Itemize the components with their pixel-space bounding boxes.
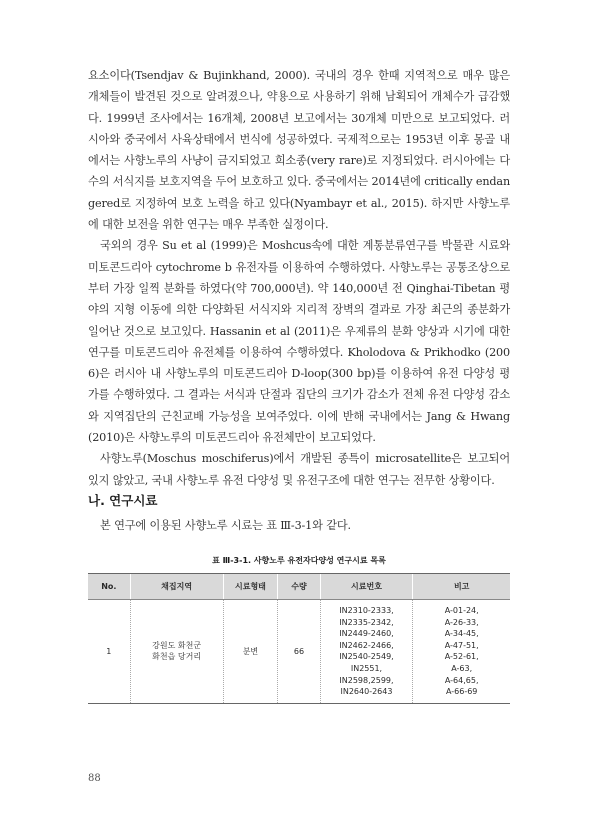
cell-sample-ids: IN2310-2333, IN2335-2342, IN2449-2460, IN2462-2466, IN2540-2549, IN2551, IN2598,2599, IN2640-2643 — [320, 600, 413, 704]
table-row — [88, 600, 510, 704]
paragraph-3: 사향노루(Moschus moschiferus)에서 개발된 종특이 microsatellite은 보고되어 있지 않았고, 국내 사향노루 유전 다양성 및 유전구조에 대한 연구는 전무한 상황이다. — [88, 452, 510, 487]
header-count: 수량 — [278, 574, 320, 600]
paragraph-1: 요소이다(Tsendjav & Bujinkhand, 2000). 국내의 경우 한때 지역적으로 매우 많은 개체들이 발견된 것으로 알려졌으나, 약용으로 사용하기 위해 남획되어 개체수가 급감했다. 1999년 조사에서는 16개체, 2008년 보고에서는 30개체 미만으로 보고되었다. 러시아와 중국에서 사육상태에서 번식에 성공하였다. 국제적으로는 1953년 이후 몽골 내에서는 사향노루의 사냥이 금지되었고 희소종(very rare)로 지정되었다. 러시아에는 다수의 서식지를 보호지역을 두어 보호하고 있다. 중국에서는 2014년에 critically endangered로 지정하여 보호 노력을 하고 있다(Nyambayr et al., 2015). 하지만 사향노루에 대한 보전을 위한 연구는 매우 부족한 실정이다. — [88, 69, 510, 232]
table-header-row — [88, 574, 510, 600]
cell-count: 66 — [278, 600, 320, 704]
header-sample-ids: 시료번호 — [320, 574, 413, 600]
page-number: 88 — [88, 773, 101, 784]
header-remarks: 비고 — [413, 574, 510, 600]
cell-region: 강원도 화천군 화천읍 당거리 — [130, 600, 223, 704]
paragraph-2: 국외의 경우 Su et al (1999)은 Moshcus속에 대한 계통분류연구를 박물관 시료와 미토콘드리아 cytochrome b 유전자를 이용하여 수행하였다. 사향노루는 공통조상으로부터 가장 일찍 분화를 하였다(약 700,000년). 약 140,000년 전 Qinghai-Tibetan 평야의 지형 이동에 의한 다양화된 서식지와 지리적 장벽의 결과로 가장 최근의 종분화가 일어난 것으로 보고있다. Hassanin et al (2011)은 우제류의 분화 양상과 시기에 대한 연구를 미토콘드리아 유전체를 이용하여 수행하였다. Kholodova & Prikhodko (2006)은 러시아 내 사향노루의 미토콘드리아 D-loop(300 bp)를 이용하여 유전 다양성 평가를 수행하였다. 그 결과는 서식과 단절과 집단의 크기가 감소가 전체 유전 다양성 감소와 지역집단의 근친교배 가능성을 보여주었다. 이에 반해 국내에서는 Jang & Hwang (2010)은 사향노루의 미토콘드리아 유전체만이 보고되었다. — [88, 239, 510, 445]
table-caption: 표 Ⅲ-3-1. 사향노루 유전자다양성 연구시료 목록 — [212, 556, 386, 565]
section-intro: 본 연구에 이용된 사향노루 시료는 표 Ⅲ-3-1와 같다. — [100, 519, 351, 532]
body-text — [88, 65, 510, 491]
cell-remarks: A-01-24, A-26-33, A-34-45, A-47-51, A-52-61, A-63, A-64,65, A-66-69 — [413, 600, 510, 704]
header-region: 채집지역 — [130, 574, 223, 600]
header-no: No. — [88, 574, 130, 600]
cell-type: 분변 — [223, 600, 278, 704]
header-type: 시료형태 — [223, 574, 278, 600]
section-heading: 나. 연구시료 — [88, 493, 158, 508]
sample-table — [88, 573, 510, 704]
cell-no: 1 — [88, 600, 130, 704]
